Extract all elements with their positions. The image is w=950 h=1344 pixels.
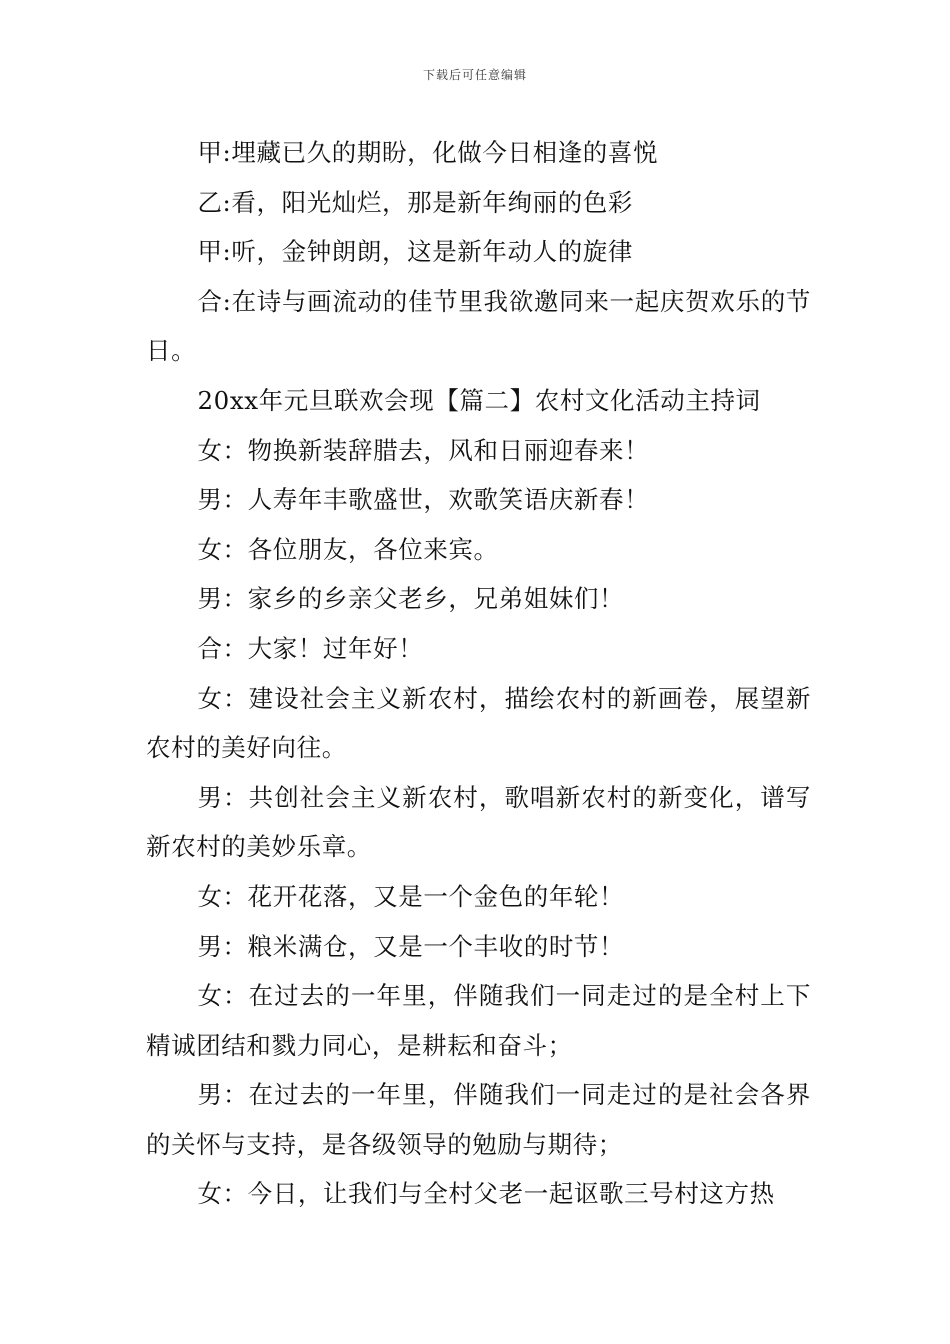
page-header: 下载后可任意编辑: [422, 68, 527, 82]
paragraph: 乙:看，阳光灿烂，那是新年绚丽的色彩: [197, 187, 633, 217]
paragraph: 男：粮米满仓，又是一个丰收的时节！: [197, 931, 625, 961]
paragraph: 女：在过去的一年里，伴随我们一同走过的是全村上下精诚团结和戮力同心，是耕耘和奋斗；: [146, 981, 811, 1060]
paragraph: 男：家乡的乡亲父老乡，兄弟姐妹们！: [197, 584, 625, 614]
paragraph: 合：大家！过年好！: [197, 633, 424, 663]
paragraph: 合:在诗与画流动的佳节里我欲邀同来一起庆贺欢乐的节日。: [146, 286, 811, 366]
paragraph: 男：在过去的一年里，伴随我们一同走过的是社会各界的关怀与支持，是各级领导的勉励与期待；: [146, 1080, 811, 1159]
document-body: [146, 128, 811, 1219]
paragraph: 甲:埋藏已久的期盼，化做今日相逢的喜悦: [197, 138, 659, 167]
paragraph: 男：共创社会主义新农村，歌唱新农村的新变化，谱写新农村的美妙乐章。: [146, 782, 811, 862]
paragraph: 甲:听，金钟朗朗，这是新年动人的旋律: [197, 237, 633, 267]
paragraph: 女：今日，让我们与全村父老一起讴歌三号村这方热: [197, 1179, 775, 1209]
paragraph: 男：人寿年丰歌盛世，欢歌笑语庆新春！: [197, 485, 650, 515]
paragraph: 女：各位朋友，各位来宾。: [197, 534, 499, 564]
section-heading: 20xx年元旦联欢会现【篇二】农村文化活动主持词: [197, 385, 761, 415]
paragraph: 女：花开花落，又是一个金色的年轮！: [197, 881, 625, 911]
paragraph: 女：物换新装辞腊去，风和日丽迎春来！: [197, 435, 650, 465]
paragraph: 女：建设社会主义新农村，描绘农村的新画卷，展望新农村的美好向往。: [146, 683, 811, 763]
